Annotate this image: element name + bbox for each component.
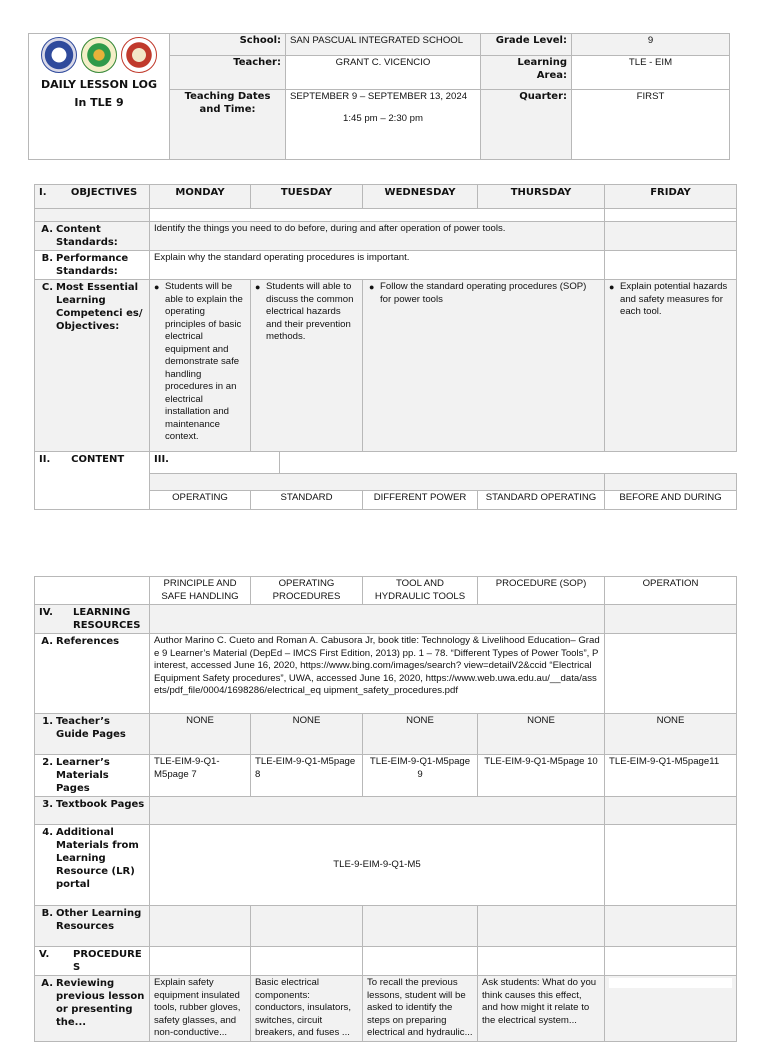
additional-materials-num: 4. [42,827,53,838]
content-monday-line1: OPERATING [150,491,251,510]
learners-materials-thursday: TLE-EIM-9-Q1-M5page 10 [478,755,605,797]
content-friday-line2: OPERATION [605,577,737,605]
performance-standards-num: B. [41,253,53,264]
other-resources-monday [150,906,251,947]
melc-tuesday-text: Students will able to discuss the common electrical hazards and their prevention methods. [266,281,354,342]
teacher-value: GRANT C. VICENCIO [286,56,481,90]
textbook-blank [150,797,605,825]
content-standards-title: Content Standards: [56,224,118,248]
learners-materials-monday: TLE-EIM-9-Q1-M5page 7 [150,755,251,797]
review-tuesday: Basic electrical components: conductors, insulators, switches, circuit breakers, and fuses ... [251,976,363,1042]
review-title: Reviewing previous lesson or presenting the... [56,978,145,1028]
content-monday-line2: PRINCIPLE AND SAFE HANDLING [150,577,251,605]
review-label [35,976,150,1042]
content-thursday-line2: PROCEDURE (SOP) [478,577,605,605]
learners-materials-title: Learner’s Materials Pages [56,757,110,794]
learning-resources-friday [605,605,737,634]
objectives-spacer [35,209,150,222]
references-label [35,634,150,714]
content-friday-line1: BEFORE AND DURING [605,491,737,510]
day-wednesday: WEDNESDAY [363,185,478,209]
content-num: II. [39,454,51,465]
content-continued-label [35,577,150,605]
teachers-guide-title: Teacher’s Guide Pages [56,716,126,740]
content-standards-text: Identify the things you need to do before, during and after operation of power tools. [150,222,605,251]
day-friday: FRIDAY [605,185,737,209]
objectives-num: I. [39,187,47,198]
teachers-guide-num: 1. [42,716,53,727]
deped-seal-icon [41,37,77,73]
day-thursday: THURSDAY [478,185,605,209]
additional-materials-text [150,825,605,906]
logo-row [33,37,165,73]
procedures-tuesday [251,947,363,976]
learners-materials-tuesday: TLE-EIM-9-Q1-M5page 8 [251,755,363,797]
references-text: Author Marino C. Cueto and Roman A. Cabusora Jr, book title: Technology & Livelihood Education– Grade 9 Learner’s Material (DepEd – IMCS First Edition, 2013) pp. 1 – 78. “Different Types of Power Tools”, Pinterest, accessed June 16, 2020, https://www.bing.com/images/search? view=detailV2&ccid “Electrical Equipment Safety procedures”, UWA, accessed June 16, 2020, https://www.web.uwa.edu.au/__data/assets/pdf_file/0004/1698286/electrical_eq uipment_safety_procedures.pdf [150,634,605,714]
time-value: 1:45 pm – 2:30 pm [343,112,423,124]
review-friday-box [609,978,732,988]
content-spacer-friday [605,474,737,491]
school-value: SAN PASCUAL INTEGRATED SCHOOL [286,34,481,56]
performance-standards-text: Explain why the standard operating procedures is important. [150,251,605,280]
school-label: School: [170,34,286,56]
bullet-icon: ● [154,282,160,292]
teachers-guide-thursday: NONE [478,714,605,755]
quarter-label: Quarter: [481,90,572,160]
learners-materials-num: 2. [42,757,53,768]
procedures-monday [150,947,251,976]
review-friday [605,976,737,1042]
review-monday: Explain safety equipment insulated tools, rubber gloves, safety glasses, and non-conductive... [150,976,251,1042]
objectives-header [35,185,150,209]
objectives-label: OBJECTIVES [70,187,138,198]
content-wednesday-line2: TOOL AND HYDRAULIC TOOLS [363,577,478,605]
document-subtitle: In TLE 9 [74,96,124,109]
textbook-friday [605,797,737,825]
content-label [35,452,150,510]
day-tuesday: TUESDAY [251,185,363,209]
content-wednesday-line1: DIFFERENT POWER [363,491,478,510]
melc-num: C. [41,282,53,293]
other-resources-tuesday [251,906,363,947]
learning-resources-num: IV. [39,607,53,618]
review-num: A. [41,978,53,989]
teachers-guide-monday: NONE [150,714,251,755]
area-label: Learning Area: [481,56,572,90]
content-standards-label [35,222,150,251]
teachers-guide-tuesday: NONE [251,714,363,755]
melc-friday [605,280,737,452]
content-thursday-line1: STANDARD OPERATING [478,491,605,510]
melc-friday-text: Explain potential hazards and safety measures for each tool. [620,281,728,317]
learning-resources-label [35,605,150,634]
bullet-icon: ● [255,282,261,292]
melc-wednesday-text: Follow the standard operating procedures (SOP) for power tools [380,281,587,305]
learners-materials-friday: TLE-EIM-9-Q1-M5page11 [605,755,737,797]
bullet-icon: ● [369,282,375,292]
dates-label: Teaching Dates and Time: [170,90,286,160]
teacher-label: Teacher: [170,56,286,90]
content-spacer [150,474,605,491]
area-value: TLE - EIM [572,56,730,90]
header-logo-cell [29,34,170,160]
melc-wednesday-thursday [363,280,605,452]
day-monday: MONDAY [150,185,251,209]
procedures-label [35,947,150,976]
performance-standards-friday [605,251,737,280]
procedures-num: V. [39,949,50,960]
quarter-value: FIRST [572,90,730,160]
procedures-title: PROCEDURE S [73,949,142,973]
objectives-spacer-wide [150,209,605,222]
references-title: References [56,636,120,647]
header-table [28,33,730,160]
lesson-table-part1 [34,184,737,510]
learning-resources-title: LEARNING RESOURCES [73,607,141,631]
textbook-num: 3. [42,799,53,810]
other-resources-title: Other Learning Resources [56,908,142,932]
dates-cell [286,90,481,160]
additional-materials-title: Additional Materials from Learning Resource (LR) portal [56,827,139,890]
division-seal-icon [121,37,157,73]
melc-title: Most Essential Learning Competenci es/ Objectives: [56,282,143,332]
textbook-label [35,797,150,825]
procedures-wednesday [363,947,478,976]
dates-value: SEPTEMBER 9 – SEPTEMBER 13, 2024 [290,91,468,102]
other-resources-friday [605,906,737,947]
other-resources-num: B. [41,908,53,919]
additional-materials-label [35,825,150,906]
learners-materials-wednesday: TLE-EIM-9-Q1-M5page 9 [363,755,478,797]
document-title: DAILY LESSON LOG [40,78,158,91]
content-standards-num: A. [41,224,53,235]
procedures-friday [605,947,737,976]
performance-standards-title: Performance Standards: [56,253,129,277]
melc-tuesday [251,280,363,452]
other-resources-wednesday [363,906,478,947]
textbook-title: Textbook Pages [56,799,145,810]
grade-value: 9 [572,34,730,56]
review-thursday: Ask students: What do you think causes this effect, and how might it relate to the electrical system... [478,976,605,1042]
melc-monday [150,280,251,452]
procedures-thursday [478,947,605,976]
content-title: CONTENT [71,454,125,465]
performance-standards-label [35,251,150,280]
review-wednesday: To recall the previous lessons, student will be asked to identify the steps on preparing electrical and hydraulic... [363,976,478,1042]
school-seal-icon [81,37,117,73]
learning-resources-blank [150,605,605,634]
teachers-guide-wednesday: NONE [363,714,478,755]
content-sub-label: III. [150,452,280,474]
grade-label: Grade Level: [481,34,572,56]
melc-label [35,280,150,452]
references-num: A. [41,636,53,647]
teachers-guide-label [35,714,150,755]
other-resources-label [35,906,150,947]
content-standards-friday [605,222,737,251]
content-tuesday-line2: OPERATING PROCEDURES [251,577,363,605]
additional-materials-friday [605,825,737,906]
additional-materials-value: TLE-9-EIM-9-Q1-M5 [333,858,421,870]
other-resources-thursday [478,906,605,947]
learners-materials-label [35,755,150,797]
lesson-table-part2 [34,576,737,1042]
teachers-guide-friday: NONE [605,714,737,755]
content-tuesday-line1: STANDARD [251,491,363,510]
melc-monday-text: Students will be able to explain the operating principles of basic electrical equipment and demonstrate safe handling procedures in an electrical installation and maintenance context. [165,281,243,442]
references-friday [605,634,737,714]
bullet-icon: ● [609,282,615,292]
content-blank [280,452,737,474]
objectives-spacer-friday [605,209,737,222]
